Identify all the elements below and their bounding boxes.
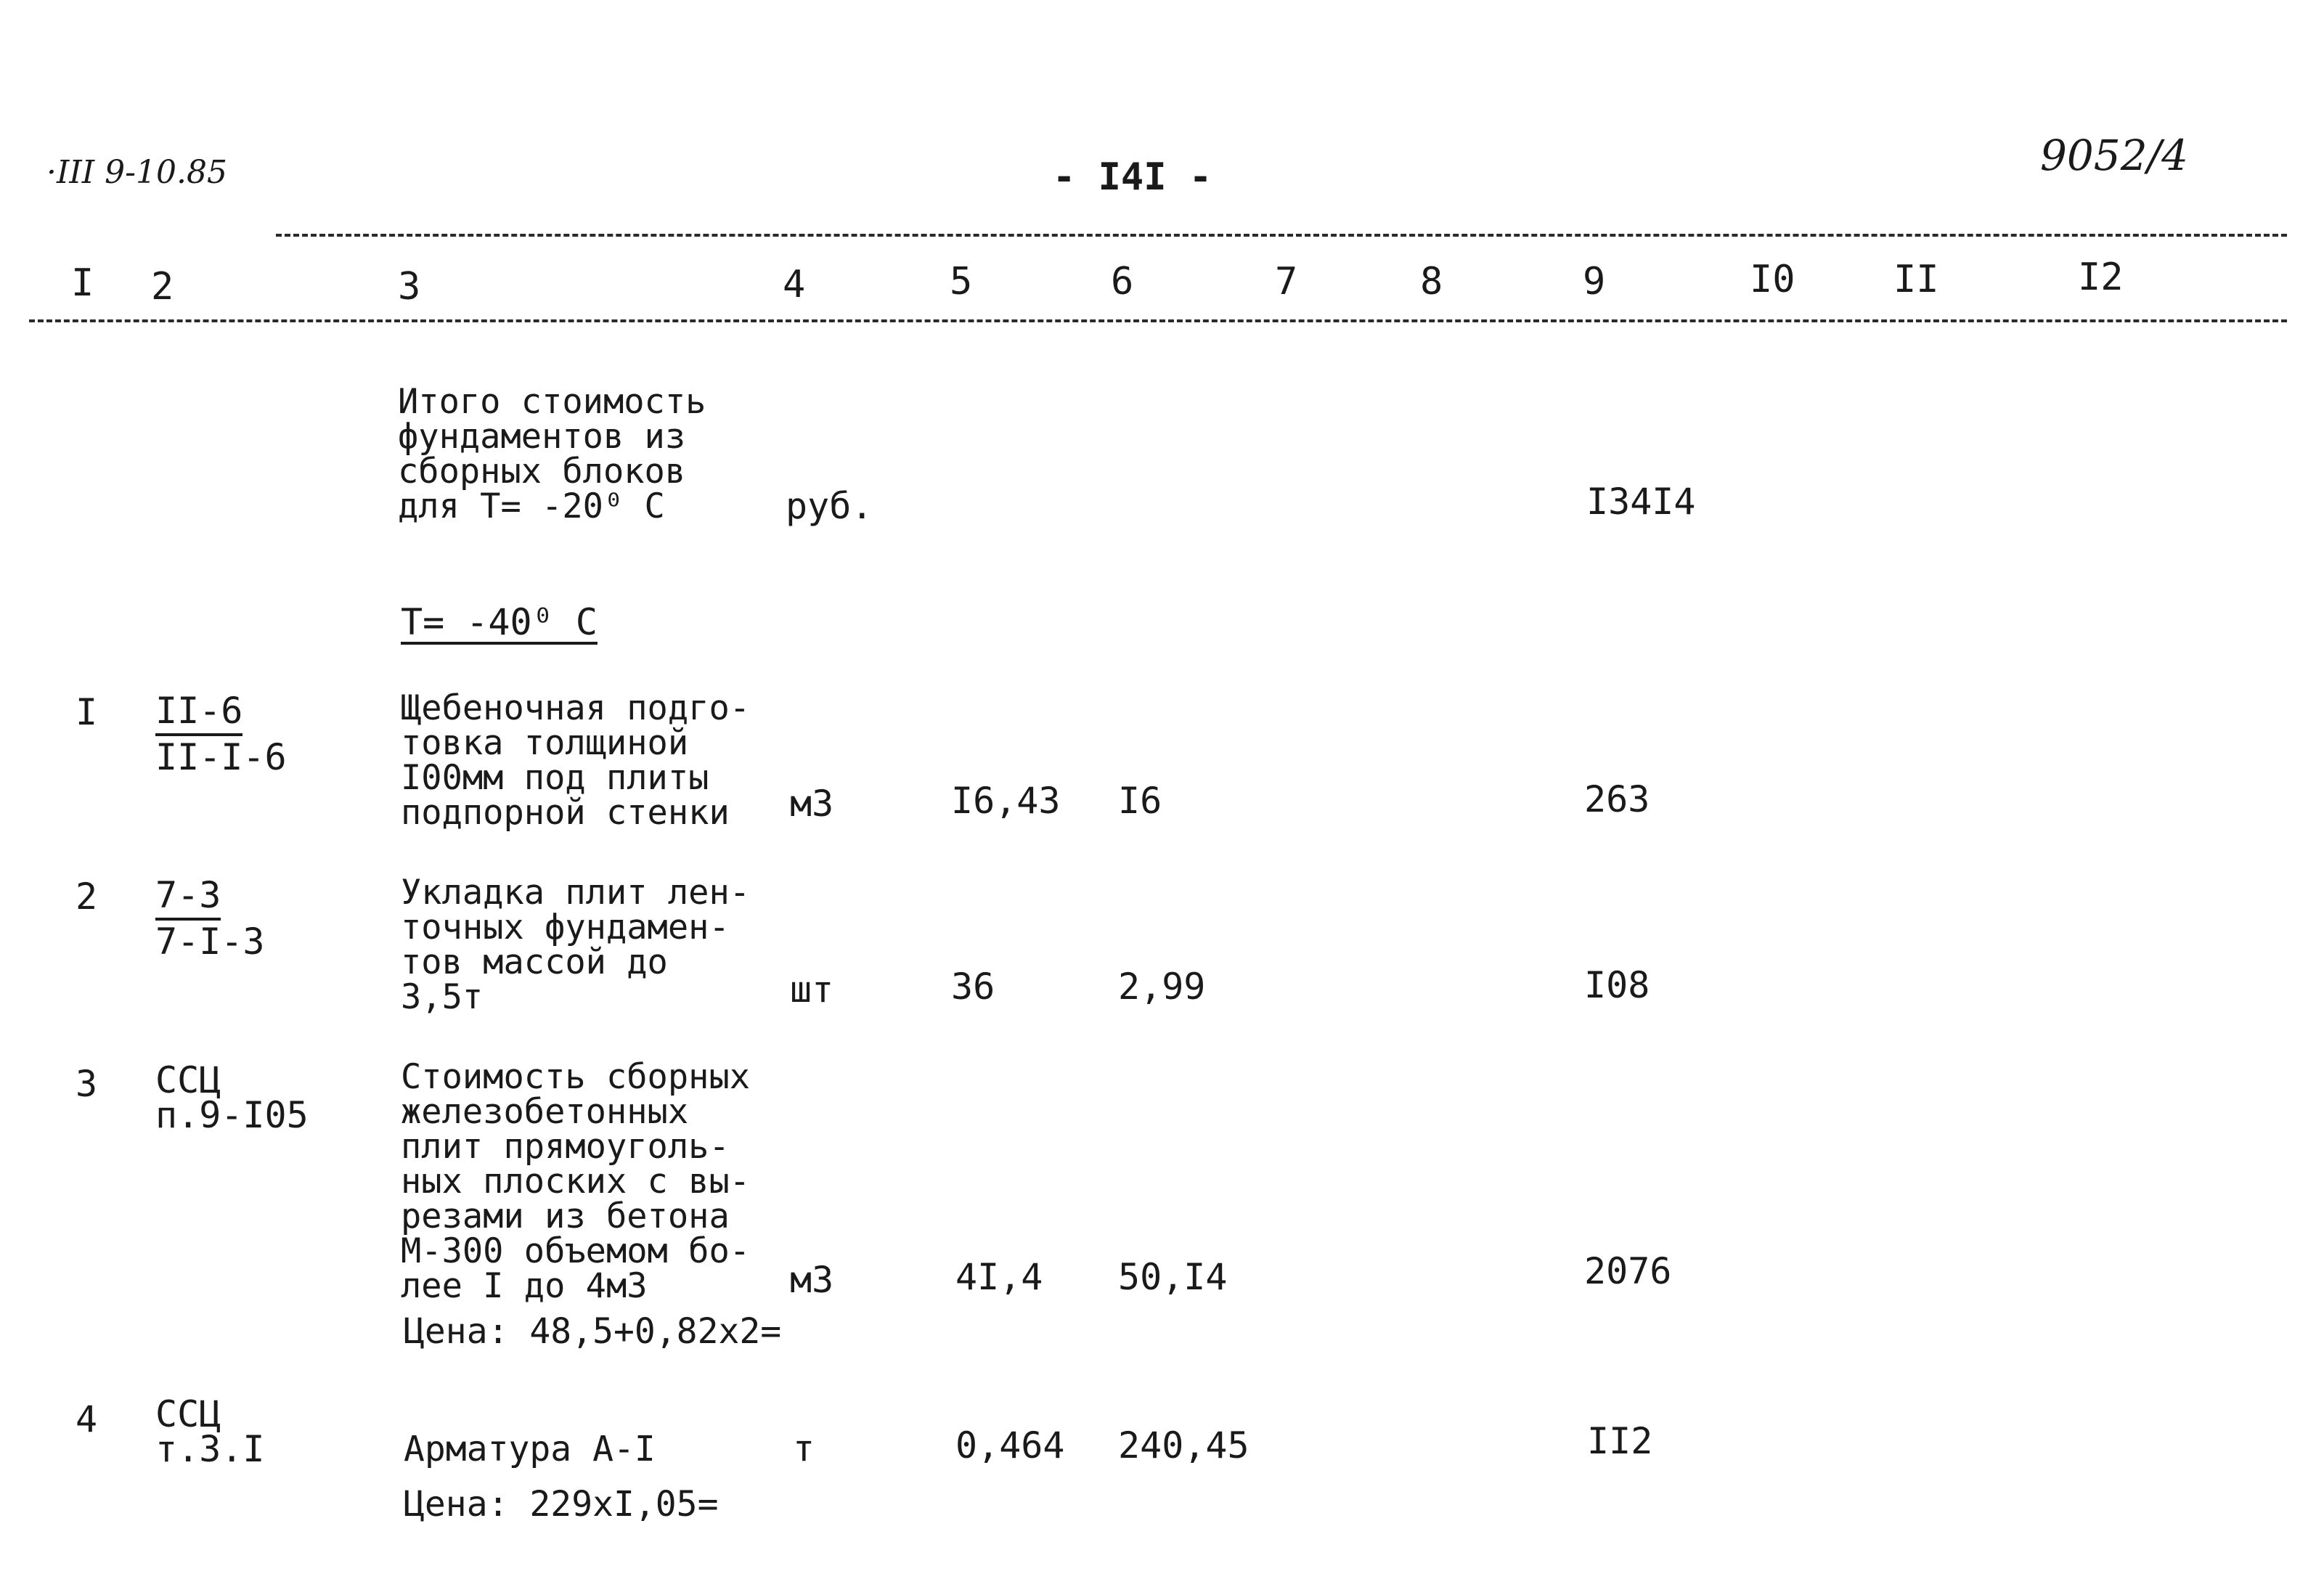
unit-price: 2,99 — [1118, 966, 1206, 1008]
norm-code-top: 7-3 — [155, 874, 221, 921]
work-description: Стоимость сборных железобетонных плит прямоуголь- ных плоских с вы- резами из бетона М-300 объемом бо- лее I до 4м3 — [401, 1057, 751, 1306]
total-description: Итого стоимость фундаментов из сборных блоков для Т= -20⁰ С — [398, 382, 706, 526]
column-header-6: 6 — [1111, 260, 1134, 303]
work-description: Арматура А-I — [404, 1429, 656, 1469]
unit: м3 — [790, 783, 834, 825]
page-number: - I4I - — [1053, 155, 1212, 199]
document-code-note: ·III 9-10.85 — [46, 154, 227, 191]
sheet-number-note: 9052/4 — [2040, 131, 2189, 180]
norm-code-bottom: т.3.I — [155, 1428, 265, 1470]
total-cost: 2076 — [1584, 1250, 1672, 1292]
row-number: 4 — [76, 1398, 98, 1440]
norm-code-bottom: 7-I-3 — [155, 921, 265, 963]
column-header-3: 3 — [398, 265, 421, 309]
total-sum: I34I4 — [1586, 481, 1696, 523]
header-bottom-rule — [29, 319, 2287, 322]
column-header-7: 7 — [1275, 260, 1298, 303]
row-number: I — [76, 691, 98, 733]
norm-code-top: ССЦ — [155, 1393, 221, 1435]
unit: т — [793, 1427, 815, 1469]
column-header-4: 4 — [783, 263, 806, 306]
quantity: 4I,4 — [955, 1256, 1043, 1298]
unit: шт — [790, 968, 834, 1011]
total-cost: II2 — [1587, 1420, 1653, 1462]
unit-price: 240,45 — [1118, 1424, 1249, 1466]
column-header-5: 5 — [950, 260, 973, 303]
row-number: 2 — [76, 876, 98, 918]
header-top-rule — [276, 234, 2287, 237]
row-number: 3 — [76, 1063, 98, 1105]
norm-code — [155, 874, 265, 963]
total-unit: руб. — [786, 485, 873, 527]
section-title: Т= -40⁰ С — [401, 601, 598, 643]
column-header-8: 8 — [1420, 260, 1443, 303]
unit-price: 50,I4 — [1118, 1256, 1228, 1298]
unit: м3 — [790, 1259, 834, 1301]
total-cost: I08 — [1584, 964, 1650, 1006]
work-description: Щебеночная подго- товка толщиной I00мм под плиты подпорной стенки — [401, 688, 751, 833]
price-formula-note: Цена: 229хI,05= — [404, 1484, 719, 1525]
column-header-9: 9 — [1583, 260, 1606, 303]
column-header-1: I — [71, 261, 94, 305]
column-header-10: I0 — [1750, 258, 1795, 301]
column-header-2: 2 — [151, 265, 174, 309]
norm-code — [155, 690, 287, 778]
total-cost: 263 — [1584, 778, 1650, 820]
quantity: 0,464 — [955, 1424, 1065, 1466]
norm-code-top: II-6 — [155, 690, 242, 736]
quantity: 36 — [951, 966, 995, 1008]
norm-code-bottom: п.9-I05 — [155, 1094, 309, 1136]
norm-code-top: ССЦ — [155, 1059, 221, 1101]
unit-price: I6 — [1118, 780, 1162, 822]
quantity: I6,43 — [951, 780, 1061, 822]
price-formula-note: Цена: 48,5+0,82х2= — [404, 1311, 782, 1352]
work-description: Укладка плит лен- точных фундамен- тов массой до 3,5т — [401, 873, 751, 1017]
column-header-12: I2 — [2078, 256, 2124, 299]
norm-code-bottom: II-I-6 — [155, 736, 287, 778]
column-header-11: II — [1893, 258, 1939, 301]
